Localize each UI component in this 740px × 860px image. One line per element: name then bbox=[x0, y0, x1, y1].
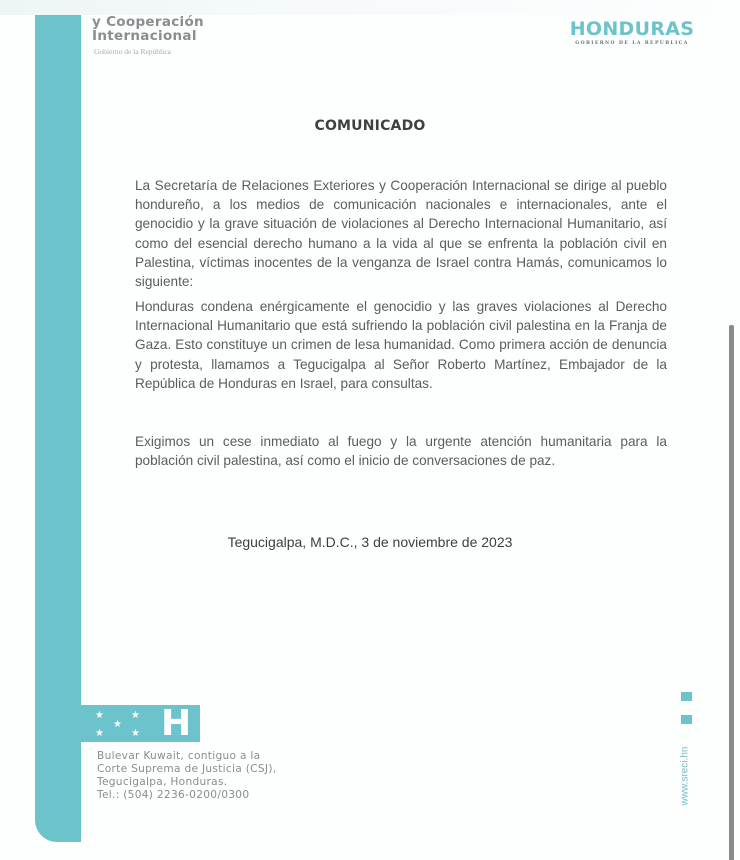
address-block bbox=[97, 750, 276, 802]
teal-side-bar bbox=[35, 15, 81, 842]
address-line: Corte Suprema de Justicia (CSJ), bbox=[97, 763, 277, 775]
star-icon: ★ bbox=[113, 719, 122, 730]
paragraph-intro: La Secretaría de Relaciones Exteriores y Cooperación Internacional se dirige al pueblo hondureño, a los medios de comunicación nacionales e internacionales, ante el genocidio y la grave situación de violaciones al Derecho Internacional Humanitario, así como del esencial derecho humano a la vida al que se enfrenta la población civil en Palestina, víctimas inocentes de la venganza de Israel contra Hamás, comunicamos lo siguiente: bbox=[135, 178, 667, 290]
decorative-square bbox=[681, 715, 692, 724]
address-line: Bulevar Kuwait, contiguo a la bbox=[97, 750, 261, 762]
star-icon: ★ bbox=[95, 728, 104, 739]
star-icon: ★ bbox=[131, 710, 140, 721]
brand-subtitle: GOBIERNO DE LA REPÚBLICA bbox=[575, 41, 689, 46]
org-subtitle: Gobierno de la República bbox=[94, 47, 171, 56]
star-icon: ★ bbox=[95, 710, 104, 721]
dateline: Tegucigalpa, M.D.C., 3 de noviembre de 2023 bbox=[227, 534, 513, 550]
paragraph-condemnation: Honduras condena enérgicamente el genocidio y las graves violaciones al Derecho Internacional Humanitario que está sufriendo la población civil palestina en la Franja de Gaza. Esto constituye un crimen de lesa humanidad. Como primera acción de denuncia y protesta, llamamos a Tegucigalpa al Señor Roberto Martínez, Embajador de la República de Honduras en Israel, para consultas. bbox=[135, 299, 667, 391]
h-logo-block bbox=[81, 705, 200, 742]
org-name bbox=[92, 15, 204, 43]
address-line: Tegucigalpa, Honduras. bbox=[97, 776, 228, 788]
star-icon: ★ bbox=[131, 728, 140, 739]
brand-title: HONDURAS bbox=[569, 18, 695, 40]
org-name-line2: Internacional bbox=[92, 28, 197, 44]
vertical-scrollbar[interactable] bbox=[729, 325, 734, 860]
phone-line: Tel.: (504) 2236-0200/0300 bbox=[97, 789, 250, 801]
stars-icon bbox=[93, 709, 148, 739]
org-name-line1: y Cooperación bbox=[92, 14, 204, 30]
website-link bbox=[670, 736, 700, 816]
document-title: COMUNICADO bbox=[314, 118, 426, 134]
h-letter-logo: H bbox=[161, 703, 192, 744]
top-band bbox=[0, 0, 740, 15]
honduras-logo bbox=[566, 19, 698, 46]
paragraph-demand: Exigimos un cese inmediato al fuego y la urgente atención humanitaria para la población civil palestina, así como el inicio de conversaciones de paz. bbox=[135, 434, 667, 469]
decorative-square bbox=[681, 692, 692, 701]
website-text: www.sreci.hn bbox=[679, 746, 691, 806]
